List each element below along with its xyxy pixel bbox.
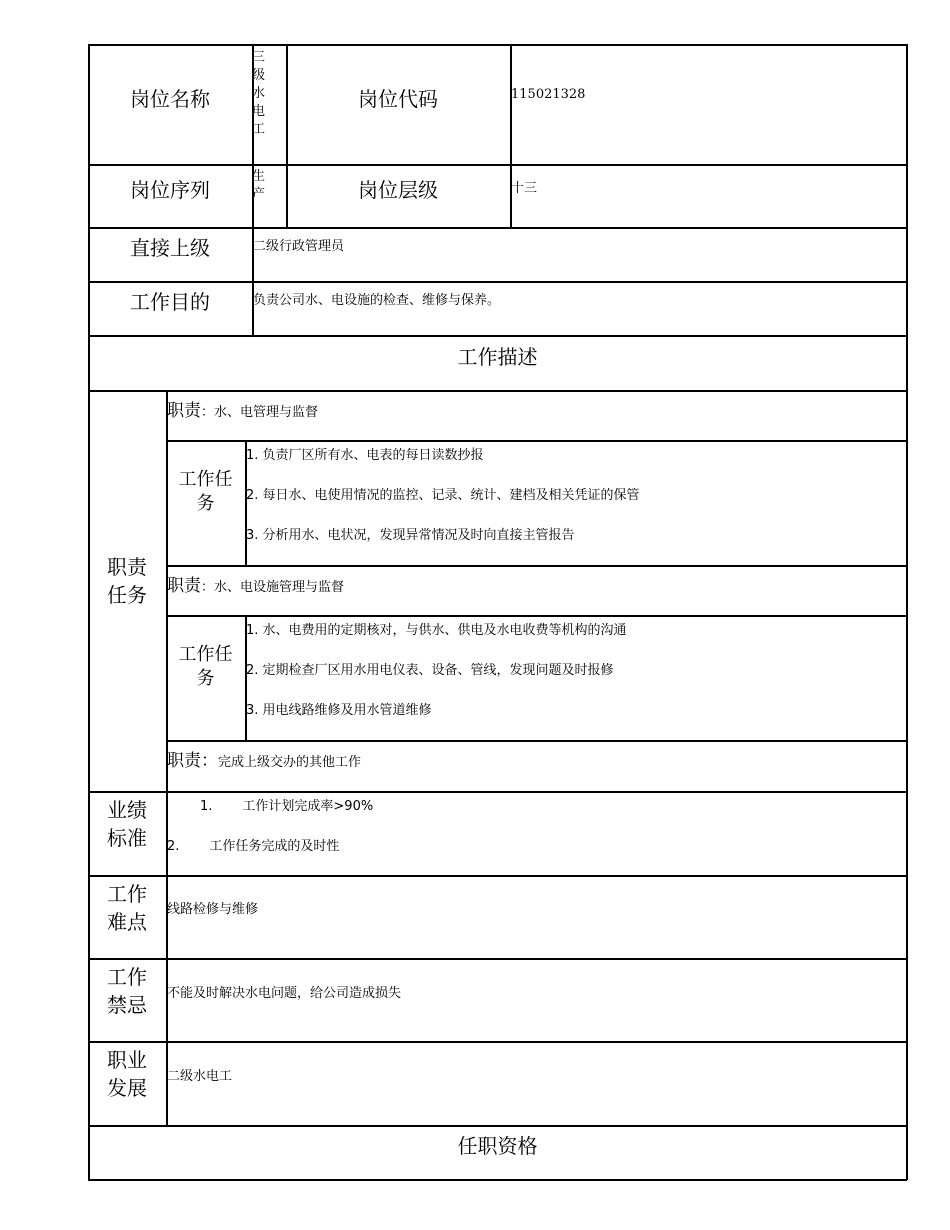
performance-item-number: 2. <box>167 839 180 854</box>
row-divider <box>88 791 907 793</box>
performance-item <box>167 835 339 854</box>
position-code-value: 115021328 <box>511 87 586 102</box>
duty-prefix: 职责 <box>167 576 201 596</box>
qualification-title: 任职资格 <box>457 1134 538 1158</box>
row-divider <box>166 440 907 442</box>
duty-text: ：水、电设施管理与监督 <box>201 580 345 595</box>
row-divider <box>88 227 907 229</box>
difficulty-label-line: 工作 <box>107 882 147 906</box>
task-item: 3. 分析用水、电状况，发现异常情况及时向直接主管报告 <box>246 528 575 543</box>
career-label-line: 职业 <box>107 1048 147 1072</box>
career-label-line: 发展 <box>107 1076 147 1100</box>
task-item: 3. 用电线路维修及用水管道维修 <box>246 703 432 718</box>
duty-prefix: 职责 <box>167 401 201 421</box>
tasks-label <box>166 468 245 516</box>
duty-heading <box>167 396 318 421</box>
difficulty-value: 线路检修与维修 <box>167 902 259 917</box>
row-divider <box>88 335 907 337</box>
row-divider <box>166 565 907 567</box>
position-name-label: 岗位名称 <box>130 87 210 111</box>
task-item: 1. 水、电费用的定期核对，与供水、供电及水电收费等机构的沟通 <box>246 623 627 638</box>
row-divider <box>88 164 907 166</box>
career-label <box>88 1046 166 1102</box>
column-divider <box>510 44 512 228</box>
performance-label-line: 标准 <box>107 826 147 850</box>
tasks-label-line: 务 <box>196 668 215 689</box>
performance-item-text: 工作计划完成率>90% <box>242 799 374 814</box>
row-divider <box>88 1041 907 1043</box>
tasks-label-line: 务 <box>196 493 215 514</box>
duties-label <box>88 553 166 609</box>
performance-label-line: 业绩 <box>107 798 147 822</box>
position-level-label: 岗位层级 <box>358 178 438 202</box>
work-purpose-label: 工作目的 <box>130 290 210 314</box>
taboo-label <box>88 963 166 1019</box>
work-description-title: 工作描述 <box>457 345 538 369</box>
row-divider <box>166 740 907 742</box>
performance-item-text: 工作任务完成的及时性 <box>209 839 340 854</box>
duty-text: ：水、电管理与监督 <box>201 405 319 420</box>
work-purpose-value: 负责公司水、电设施的检查、维修与保养。 <box>253 293 501 308</box>
difficulty-label <box>88 880 166 936</box>
performance-item <box>200 795 373 814</box>
row-divider <box>88 390 907 392</box>
duty-heading <box>167 746 361 771</box>
row-divider <box>88 281 907 283</box>
position-level-value: 十三 <box>511 181 538 196</box>
position-code-label: 岗位代码 <box>358 87 438 111</box>
duties-label-line: 任务 <box>107 583 147 607</box>
row-divider <box>88 875 907 877</box>
position-sequence-label: 岗位序列 <box>130 178 210 202</box>
table-border-bottom <box>88 1179 907 1181</box>
difficulty-label-line: 难点 <box>107 910 147 934</box>
duties-label-line: 职责 <box>107 555 147 579</box>
performance-item-number: 1. <box>200 799 213 814</box>
row-divider <box>88 958 907 960</box>
tasks-label-line: 工作任 <box>178 469 233 490</box>
task-item: 2. 每日水、电使用情况的监控、记录、统计、建档及相关凭证的保管 <box>246 488 640 503</box>
task-item: 2. 定期检查厂区用水用电仪表、设备、管线，发现问题及时报修 <box>246 663 614 678</box>
duty-text: 完成上级交办的其他工作 <box>218 755 362 770</box>
career-value: 二级水电工 <box>167 1069 233 1084</box>
table-border-right <box>906 44 908 1180</box>
duty-heading <box>167 571 344 596</box>
taboo-value: 不能及时解决水电问题，给公司造成损失 <box>167 986 402 1001</box>
direct-superior-label: 直接上级 <box>130 236 210 260</box>
duty-prefix: 职责： <box>167 751 218 771</box>
position-name-value: 三级水电工 <box>252 50 266 137</box>
position-sequence-value: 生产 <box>252 169 266 202</box>
direct-superior-value: 二级行政管理员 <box>253 239 345 254</box>
row-divider <box>88 1125 907 1127</box>
tasks-label-line: 工作任 <box>178 644 233 665</box>
taboo-label-line: 工作 <box>107 965 147 989</box>
taboo-label-line: 禁忌 <box>107 993 147 1017</box>
task-item: 1. 负责厂区所有水、电表的每日读数抄报 <box>246 448 484 463</box>
tasks-label <box>166 643 245 691</box>
performance-label <box>88 796 166 852</box>
row-divider <box>166 615 907 617</box>
table-border-top <box>88 44 907 46</box>
